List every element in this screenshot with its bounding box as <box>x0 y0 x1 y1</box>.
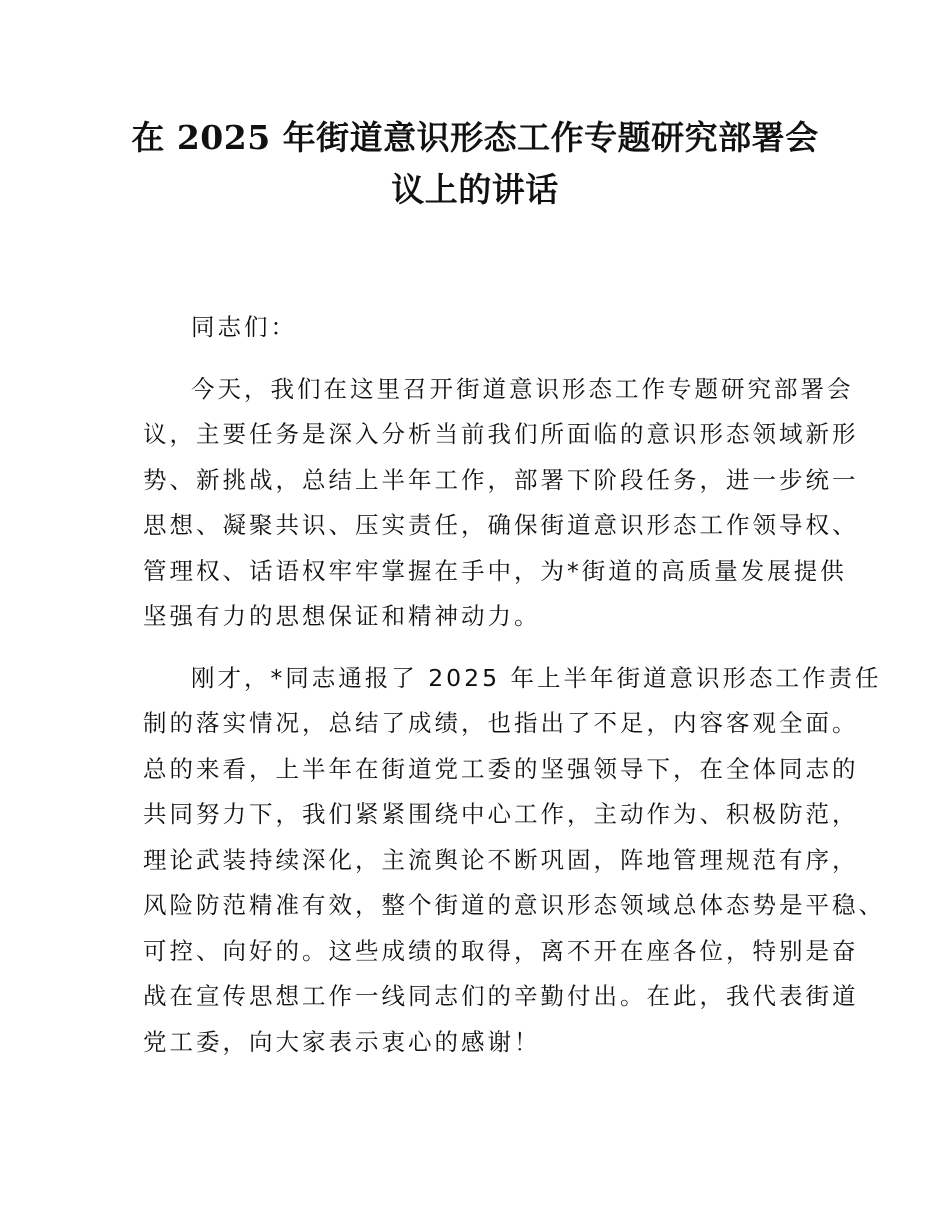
paragraph-line: 理论武装持续深化，主流舆论不断巩固，阵地管理规范有序， <box>143 845 859 874</box>
paragraph-line: 思想、凝聚共识、压实责任，确保街道意识形态工作领导权、 <box>143 511 859 539</box>
paragraph-line: 战在宣传思想工作一线同志们的辛勤付出。在此，我代表街道 <box>143 982 859 1010</box>
paragraph-line: 势、新挑战，总结上半年工作，部署下阶段任务，进一步统一 <box>143 465 859 494</box>
paragraph-line: 风险防范精准有效，整个街道的意识形态领域总体态势是平稳、 <box>143 891 885 919</box>
paragraph-line: 党工委，向大家表示衷心的感谢！ <box>143 1027 541 1056</box>
paragraph-line: 总的来看，上半年在街道党工委的坚强领导下，在全体同志的 <box>143 754 859 783</box>
paragraph-1 <box>143 367 859 640</box>
paragraph-line: 议，主要任务是深入分析当前我们所面临的意识形态领域新形 <box>143 420 859 448</box>
paragraph-line: 制的落实情况，总结了成绩，也指出了不足，内容客观全面。 <box>143 709 859 737</box>
salutation: 同志们： <box>191 313 297 341</box>
title-line: 在 2025 年街道意识形态工作专题研究部署会 <box>131 118 819 157</box>
document-body <box>143 305 885 1065</box>
paragraph-line: 坚强有力的思想保证和精神动力。 <box>143 602 541 630</box>
paragraph-line: 共同努力下，我们紧紧围绕中心工作，主动作为、积极防范， <box>143 800 859 828</box>
paragraph-line: 可控、向好的。这些成绩的取得，离不开在座各位，特别是奋 <box>143 936 859 965</box>
document-title <box>120 112 830 216</box>
title-line: 议上的讲话 <box>391 170 559 209</box>
paragraph-line: 今天，我们在这里召开街道意识形态工作专题研究部署会 <box>191 374 854 403</box>
paragraph-line: 管理权、话语权牢牢掌握在手中，为*街道的高质量发展提供 <box>143 556 847 585</box>
paragraph-line: 刚才，*同志通报了 2025 年上半年街道意识形态工作责任 <box>191 663 882 692</box>
paragraph-2 <box>143 656 885 1066</box>
